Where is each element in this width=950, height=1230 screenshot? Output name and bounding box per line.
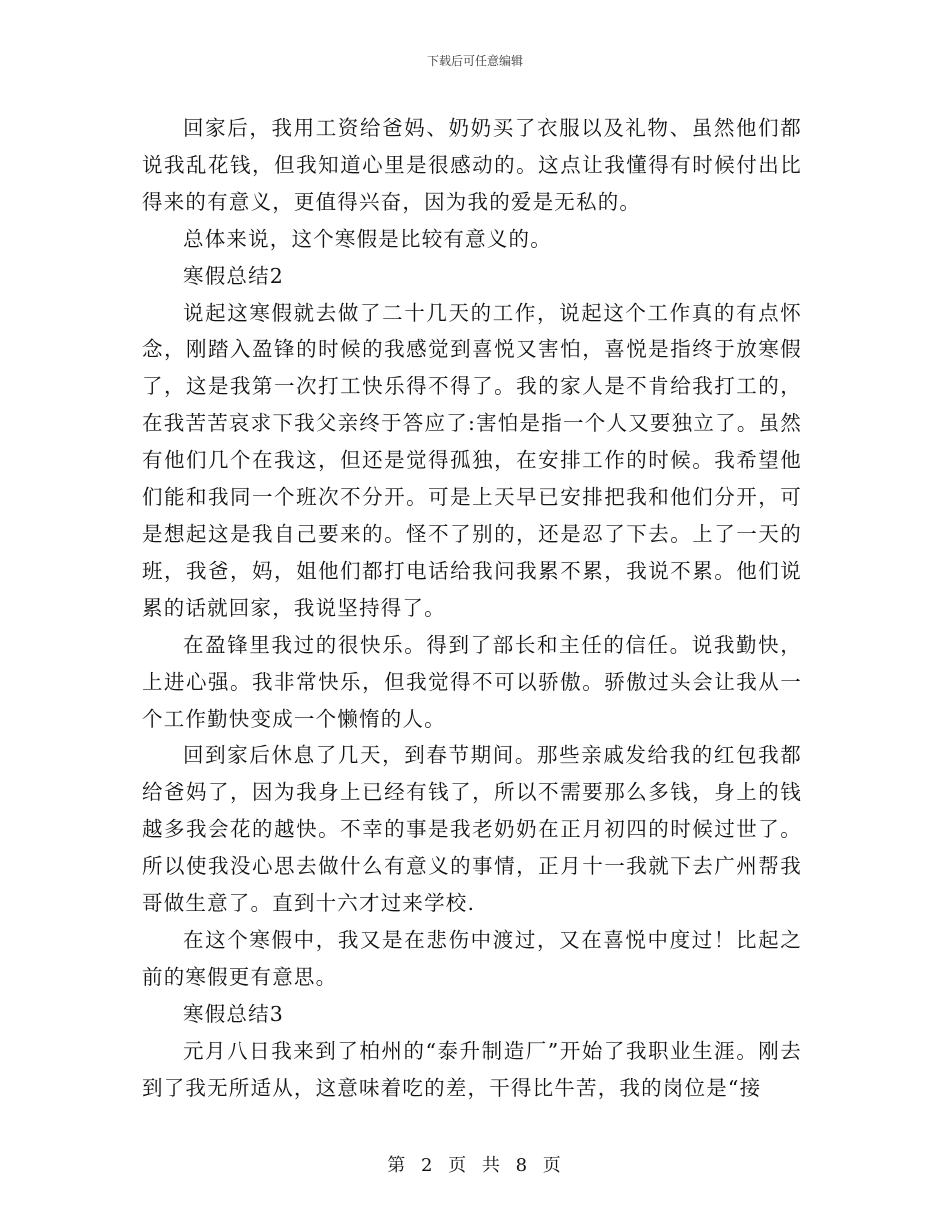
- paragraph-summary-2: 在这个寒假中，我又是在悲伤中渡过，又在喜悦中度过！比起之前的寒假更有意思。: [142, 927, 802, 989]
- paragraph-summary-1: 总体来说，这个寒假是比较有意义的。: [183, 226, 552, 251]
- section-heading-2: 寒假总结2: [183, 263, 285, 288]
- paragraph-spring-festival: 回到家后休息了几天，到春节期间。那些亲戚发给我的红包我都给爸妈了，因为我身上已经有钱了，所以不需要那么多钱，身上的钱越多我会花的越快。不幸的事是我老奶奶在正月初四的时候过世了。所以使我没心思去做什么有意义的事情，正月十一我就下去广州帮我哥做生意了。直到十六才过来学校.: [142, 743, 802, 916]
- paragraph-happy: 在盈锋里我过的很快乐。得到了部长和主任的信任。说我勤快，上进心强。我非常快乐，但我觉得不可以骄傲。骄傲过头会让我从一个工作勤快变成一个懒惰的人。: [142, 632, 802, 731]
- document-body: [142, 110, 802, 1106]
- page-header: 下载后可任意编辑: [426, 54, 523, 68]
- section-heading-3: 寒假总结3: [183, 1001, 285, 1026]
- page-number-footer: 第 2 页 共 8 页: [387, 1155, 563, 1176]
- paragraph-work: 说起这寒假就去做了二十几天的工作，说起这个工作真的有点怀念，刚踏入盈锋的时候的我感觉到喜悦又害怕，喜悦是指终于放寒假了，这是我第一次打工快乐得不得了。我的家人是不肯给我打工的，在我苦苦哀求下我父亲终于答应了:害怕是指一个人又要独立了。虽然有他们几个在我这，但还是觉得孤独，在安排工作的时候。我希望他们能和我同一个班次不分开。可是上天早已安排把我和他们分开，可是想起这是我自己要来的。怪不了别的，还是忍了下去。上了一天的班，我爸，妈，姐他们都打电话给我问我累不累，我说不累。他们说累的话就回家，我说坚持得了。: [142, 300, 802, 620]
- paragraph-factory: 元月八日我来到了柏州的“泰升制造厂”开始了我职业生涯。刚去到了我无所适从，这意味着吃的差，干得比牛苦，我的岗位是“接: [142, 1038, 802, 1100]
- paragraph-gifts: 回家后，我用工资给爸妈、奶奶买了衣服以及礼物、虽然他们都说我乱花钱，但我知道心里是很感动的。这点让我懂得有时候付出比得来的有意义，更值得兴奋，因为我的爱是无私的。: [142, 116, 802, 214]
